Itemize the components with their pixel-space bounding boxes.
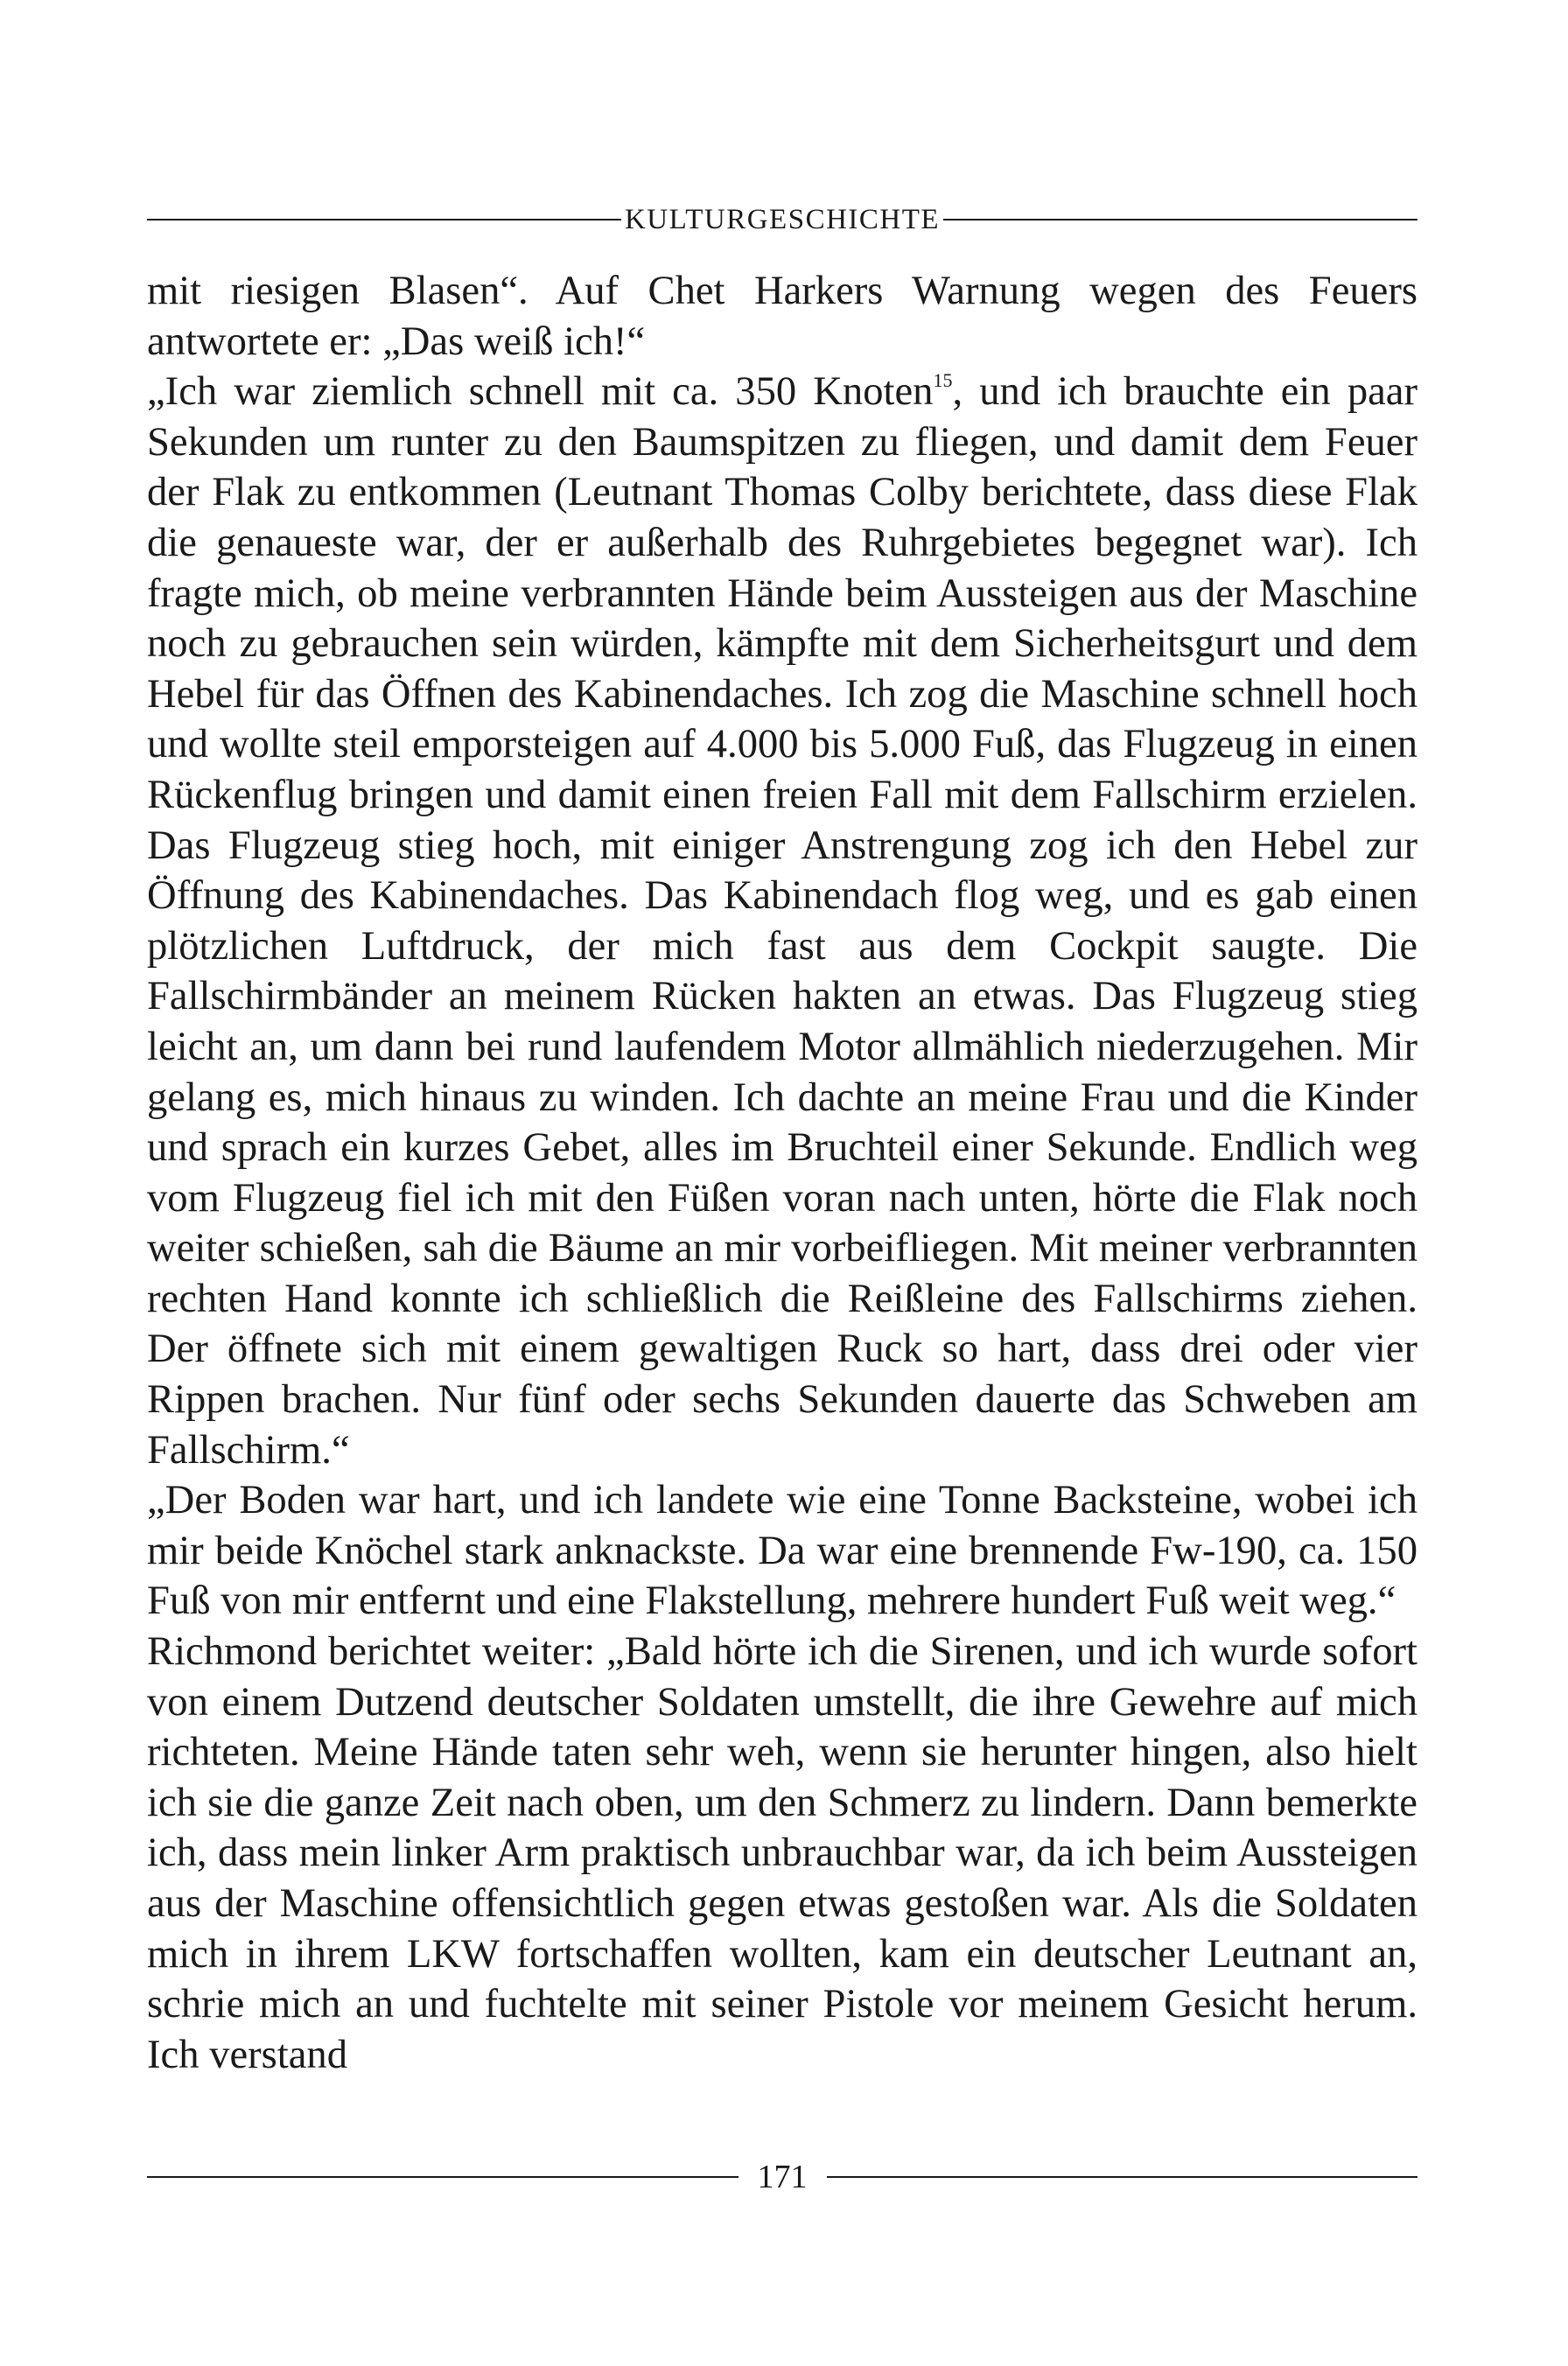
paragraph: [147, 1475, 1418, 1627]
footer-rule-left: [147, 2176, 738, 2178]
footnote-marker: 15: [933, 368, 953, 391]
paragraph: [147, 266, 1418, 367]
running-title: KULTURGESCHICHTE: [624, 204, 941, 235]
paragraph-text: „Ich war ziemlich schnell mit ca. 350 Knoten: [147, 368, 934, 415]
page-number: 171: [757, 2159, 808, 2195]
paragraph-text: mit riesigen Blasen“. Auf Chet Harkers Warnung wegen des Feuers antwortete er: „Das weiß ich!“: [147, 268, 1418, 364]
page-footer: [147, 2160, 1418, 2194]
running-head: [147, 206, 1418, 233]
body-text: [147, 266, 1418, 2080]
paragraph: [147, 1627, 1418, 2080]
running-head-rule-left: [147, 219, 621, 220]
paragraph-text: Richmond berichtet weiter: „Bald hörte ich die Sirenen, und ich wurde sofort von einem Dutzend deutscher Soldaten umstellt, die ihre Gewehre auf mich richteten. Meine Hände taten sehr weh, wenn sie herunter hingen, also hielt ich sie die ganze Zeit nach oben, um den Schmerz zu lindern. Dann bemerkte ich, dass mein linker Arm praktisch unbrauchbar war, da ich beim Aussteigen aus der Maschine offensichtlich gegen etwas gestoßen war. Als die Soldaten mich in ihrem LKW fortschaffen wollten, kam ein deutscher Leutnant an, schrie mich an und fuchtelte mit seiner Pistole vor meinem Gesicht herum. Ich verstand: [147, 1628, 1418, 2077]
paragraph: [147, 367, 1418, 1475]
footer-rule-right: [827, 2176, 1418, 2178]
paragraph-text: „Der Boden war hart, und ich landete wie eine Tonne Backsteine, wobei ich mir beide Knöchel stark anknackste. Da war eine brennende Fw-190, ca. 150 Fuß von mir entfernt und eine Flakstellung, mehrere hundert Fuß weit weg.“: [147, 1477, 1418, 1624]
paragraph-text: , und ich brauchte ein paar Sekunden um runter zu den Baumspitzen zu fliegen, und damit dem Feuer der Flak zu entkommen (Leutnant Thomas Colby berichtete, dass diese Flak die genaueste war, der er außerhalb des Ruhrgebietes begegnet war). Ich fragte mich, ob meine verbrannten Hände beim Aussteigen aus der Maschine noch zu gebrauchen sein würden, kämpfte mit dem Sicherheitsgurt und dem Hebel für das Öffnen des Kabinendaches. Ich zog die Maschine schnell hoch und wollte steil emporsteigen auf 4.000 bis 5.000 Fuß, das Flugzeug in einen Rückenflug bringen und damit einen freien Fall mit dem Fallschirm erzielen. Das Flugzeug stieg hoch, mit einiger Anstrengung zog ich den Hebel zur Öffnung des Kabinendaches. Das Kabinendach flog weg, und es gab einen plötzlichen Luftdruck, der mich fast aus dem Cockpit saugte. Die Fallschirmbänder an meinem Rücken hakten an etwas. Das Flugzeug stieg leicht an, um dann bei rund laufendem Motor allmählich niederzugehen. Mir gelang es, mich hinaus zu winden. Ich dachte an meine Frau und die Kinder und sprach ein kurzes Gebet, alles im Bruchteil einer Sekunde. Endlich weg vom Flugzeug fiel ich mit den Füßen voran nach unten, hörte die Flak noch weiter schießen, sah die Bäume an mir vorbeifliegen. Mit meiner verbrannten rechten Hand konnte ich schließlich die Reißleine des Fallschirms ziehen. Der öffnete sich mit einem gewaltigen Ruck so hart, dass drei oder vier Rippen brachen. Nur fünf oder sechs Sekunden dauerte das Schweben am Fallschirm.“: [147, 368, 1418, 1473]
running-head-rule-right: [943, 219, 1418, 220]
